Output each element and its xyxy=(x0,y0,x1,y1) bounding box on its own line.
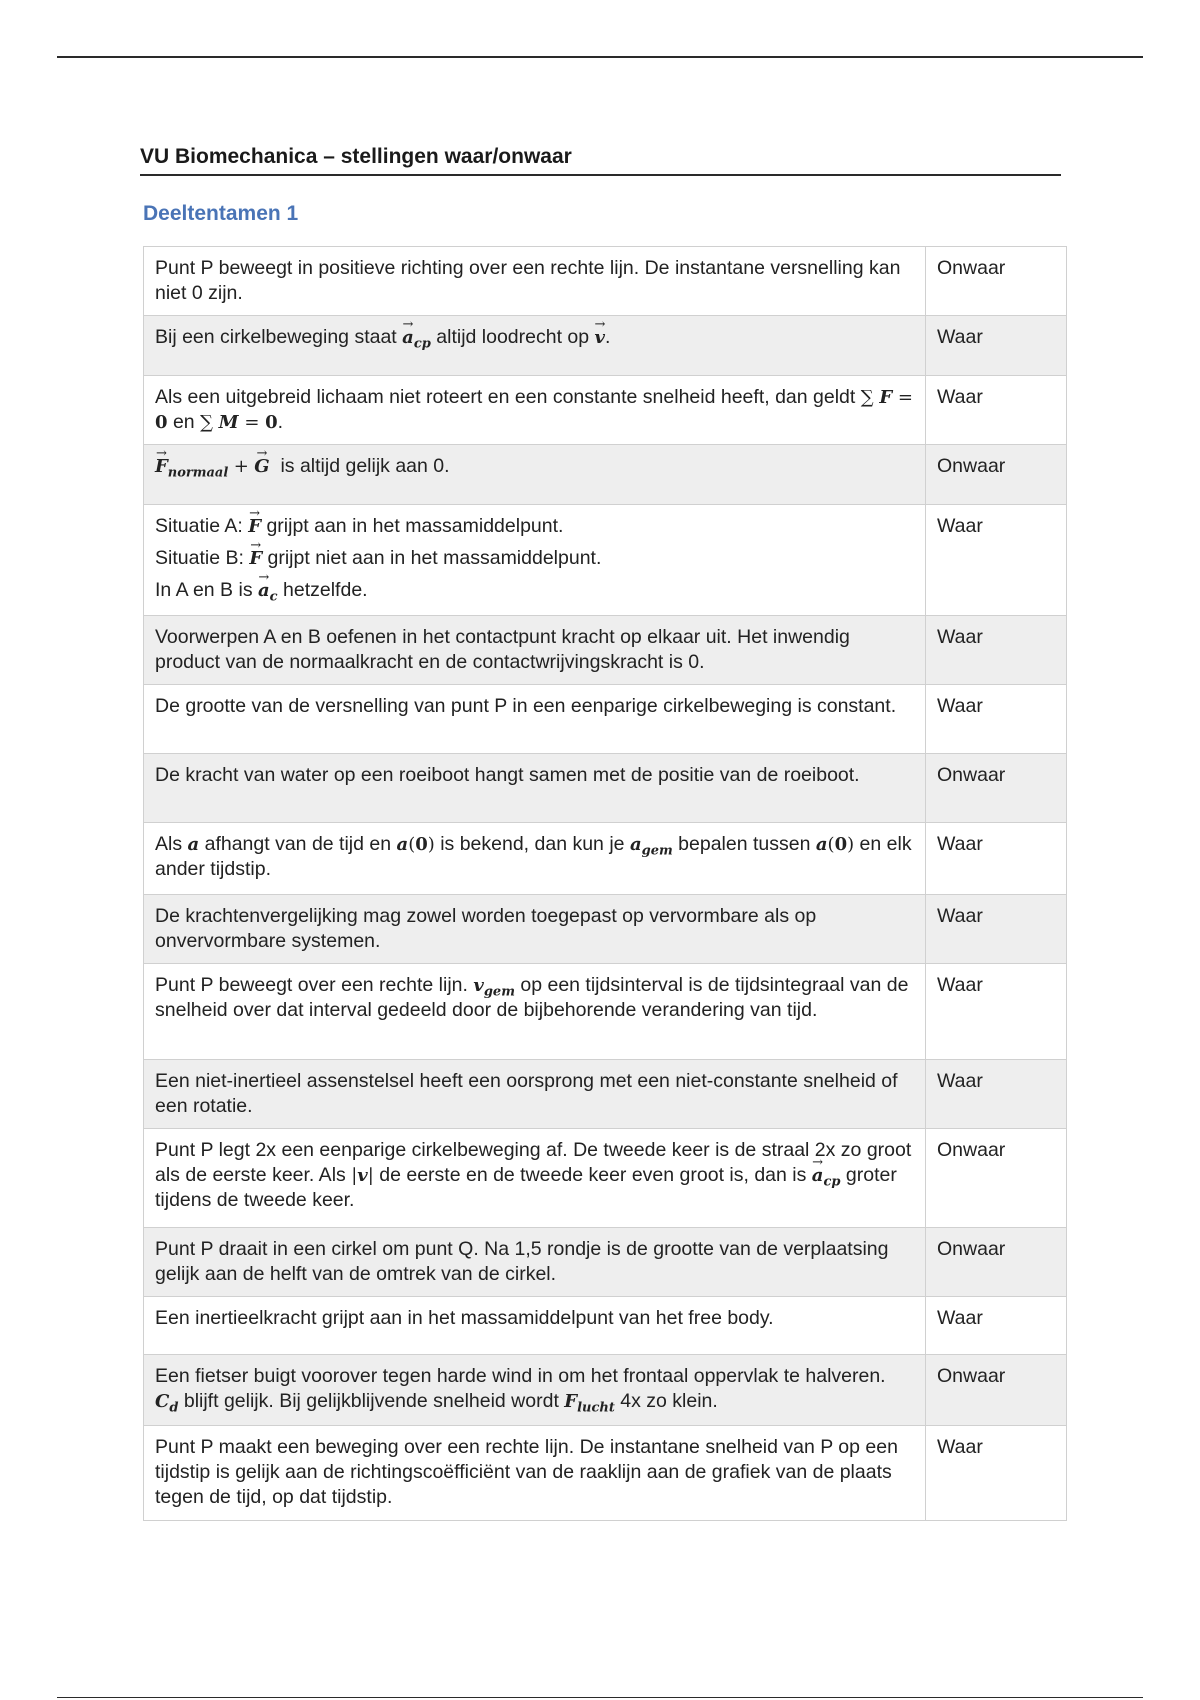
statement-cell: Een inertieelkracht grijpt aan in het massamiddelpunt van het free body. xyxy=(144,1297,926,1355)
answer-cell: Waar xyxy=(926,1426,1067,1521)
statement-cell: → $F_{normaal}$ + → G is altijd gelijk aan 0. xyxy=(144,445,926,505)
answer-cell: Waar xyxy=(926,685,1067,754)
table-row xyxy=(144,1060,1067,1129)
table-row xyxy=(144,1129,1067,1228)
table-row xyxy=(144,445,1067,505)
answer-cell: Onwaar xyxy=(926,754,1067,823)
statement-cell: Voorwerpen A en B oefenen in het contactpunt kracht op elkaar uit. Het inwendig product van de normaalkracht en de contactwrijvingskracht is 0. xyxy=(144,616,926,685)
answer-cell: Onwaar xyxy=(926,247,1067,316)
table-row xyxy=(144,376,1067,445)
statement-cell: Punt P legt 2x een eenparige cirkelbeweging af. De tweede keer is de straal 2x zo groot als de eerste keer. Als |v| de eerste en de tweede keer even groot is, dan is → $a_{cp}$ groter tijdens de tweede keer. xyxy=(144,1129,926,1228)
table-row xyxy=(144,685,1067,754)
answer-cell: Onwaar xyxy=(926,445,1067,505)
formula: a xyxy=(187,834,200,855)
statement-cell: Punt P draait in een cirkel om punt Q. Na 1,5 rondje is de grootte van de verplaatsing gelijk aan de helft van de omtrek van de cirkel. xyxy=(144,1228,926,1297)
answer-cell: Waar xyxy=(926,823,1067,895)
table-row xyxy=(144,1228,1067,1297)
formula: a(0) xyxy=(815,834,855,855)
formula: → v xyxy=(595,327,605,348)
answer-cell: Waar xyxy=(926,964,1067,1060)
answer-cell: Waar xyxy=(926,505,1067,616)
formula: a(0) xyxy=(396,834,435,855)
formula: ∑ F = 0 xyxy=(155,387,913,433)
table-row xyxy=(144,754,1067,823)
answer-cell: Waar xyxy=(926,1297,1067,1355)
statement-cell: Een niet-inertieel assenstelsel heeft een oorsprong met een niet-constante snelheid of een rotatie. xyxy=(144,1060,926,1129)
statement-cell: De kracht van water op een roeiboot hangt samen met de positie van de roeiboot. xyxy=(144,754,926,823)
statement-cell: Punt P maakt een beweging over een rechte lijn. De instantane snelheid van P op een tijdstip is gelijk aan de richtingscoëfficiënt van de raaklijn aan de grafiek van de plaats tegen de tijd, op dat tijdstip. xyxy=(144,1426,926,1521)
formula: |v| xyxy=(351,1165,374,1186)
statement-cell: Als een uitgebreid lichaam niet roteert en een constante snelheid heeft, dan geldt ∑ F = 0 en ∑ M = 0. xyxy=(144,376,926,445)
statement-cell: Punt P beweegt over een rechte lijn. $v_{gem}$ op een tijdsinterval is de tijdsintegraal van de snelheid over dat interval gedeeld door de bijbehorende verandering van tijd. xyxy=(144,964,926,1060)
answer-cell: Onwaar xyxy=(926,1228,1067,1297)
answer-cell: Onwaar xyxy=(926,1355,1067,1426)
section-heading: Deeltentamen 1 xyxy=(143,202,299,225)
answer-cell: Waar xyxy=(926,616,1067,685)
statement-cell: Bij een cirkelbeweging staat → $a_{cp}$ altijd loodrecht op → v. xyxy=(144,316,926,376)
table-row xyxy=(144,616,1067,685)
answer-cell: Waar xyxy=(926,895,1067,964)
formula: → G xyxy=(254,456,269,477)
answer-cell: Waar xyxy=(926,376,1067,445)
document-title: VU Biomechanica – stellingen waar/onwaar xyxy=(140,145,1061,176)
table-row xyxy=(144,505,1067,616)
table-row xyxy=(144,1426,1067,1521)
statement-cell: Situatie A: → F grijpt aan in het massamiddelpunt. Situatie B: → F grijpt niet aan in het massamiddelpunt. In A en B is → $a_c$ hetzelfde. xyxy=(144,505,926,616)
formula: $v_{gem}$ xyxy=(473,975,515,1000)
table-row xyxy=(144,1355,1067,1426)
formula: → F xyxy=(249,548,262,569)
formula: → $a_{cp}$ xyxy=(402,327,431,348)
statement-cell: De krachtenvergelijking mag zowel worden toegepast op vervormbare als op onvervormbare systemen. xyxy=(144,895,926,964)
bottom-rule xyxy=(57,1697,1143,1698)
table-row xyxy=(144,895,1067,964)
table-row xyxy=(144,964,1067,1060)
formula: $C_d$ xyxy=(155,1391,179,1416)
top-rule xyxy=(57,56,1143,58)
formula: → F xyxy=(248,516,261,537)
answer-cell: Waar xyxy=(926,316,1067,376)
formula: → $F_{normaal}$ xyxy=(155,456,228,477)
formula: $F_{lucht}$ xyxy=(564,1391,615,1416)
answer-cell: Onwaar xyxy=(926,1129,1067,1228)
table-row xyxy=(144,1297,1067,1355)
statement-cell: Punt P beweegt in positieve richting over een rechte lijn. De instantane versnelling kan niet 0 zijn. xyxy=(144,247,926,316)
statement-cell: Een fietser buigt voorover tegen harde wind in om het frontaal oppervlak te halveren. $C_d$ blijft gelijk. Bij gelijkblijvende snelheid wordt $F_{lucht}$ 4x zo klein. xyxy=(144,1355,926,1426)
table-row xyxy=(144,247,1067,316)
table-row xyxy=(144,823,1067,895)
statements-table xyxy=(143,246,1067,1521)
formula: → $a_c$ xyxy=(258,580,278,601)
table-row xyxy=(144,316,1067,376)
statement-cell: De grootte van de versnelling van punt P in een eenparige cirkelbeweging is constant. xyxy=(144,685,926,754)
formula: ∑ M = 0 xyxy=(200,412,278,433)
statement-cell: Als a afhangt van de tijd en a(0) is bekend, dan kun je $a_{gem}$ bepalen tussen a(0) en elk ander tijdstip. xyxy=(144,823,926,895)
answer-cell: Waar xyxy=(926,1060,1067,1129)
formula: $a_{gem}$ xyxy=(629,834,673,859)
formula: → $a_{cp}$ xyxy=(812,1165,841,1186)
